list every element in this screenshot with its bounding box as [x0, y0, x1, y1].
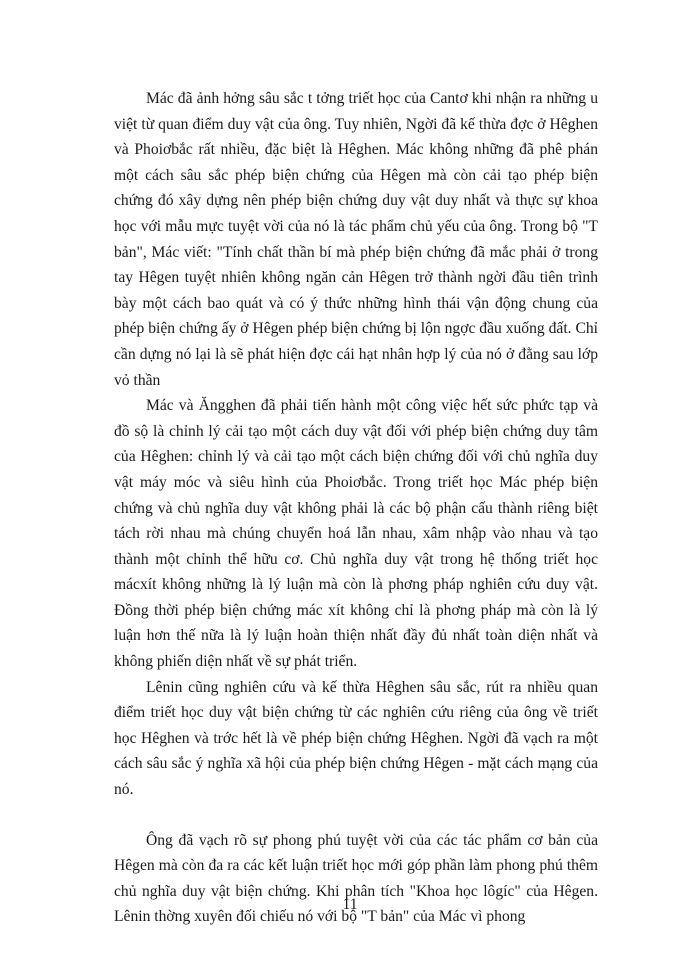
page-number: 11	[342, 896, 358, 913]
paragraph-4: Ông đã vạch rõ sự phong phú tuyệt vời của các tác phẩm cơ bản của Hêgen mà còn đa ra các kết luận triết học mới góp phần làm phong phú thêm chủ nghĩa duy vật biện chứng. Khi phân tích "Khoa học lôgíc" của Hêgen. Lênin thờng xuyên đối chiếu nó với bộ "T bản" của Mác vì phong	[114, 831, 598, 926]
paragraph-2: Mác và Ăngghen đã phải tiến hành một công việc hết sức phức tạp và đồ sộ là chỉnh lý cải tạo một cách duy vật đối với phép biện chứng duy tâm của Hêghen: chỉnh lý và cải tạo một cách biện chứng đối với chủ nghĩa duy vật máy móc và siêu hình của Phoiơbắc. Trong triết học Mác phép biện chứng và chủ nghĩa duy vật không phải là các bộ phận cấu thành riêng biệt tách rời nhau mà chúng chuyển hoá lẫn nhau, xâm nhập vào nhau và tạo thành một chỉnh thể hữu cơ. Chủ nghĩa duy vật trong hệ thống triết học mácxít không những là lý luận mà còn là phơng pháp nghiên cứu duy vật. Đồng thời phép biện chứng mác xít không chỉ là phơng pháp mà còn là lý luận hơn thế nữa là lý luận hoàn thiện nhất đầy đủ nhất toàn diện nhất và không phiến diện nhất về sự phát triển.	[114, 397, 598, 671]
paragraph-3: Lênin cũng nghiên cứu và kế thừa Hêghen sâu sắc, rút ra nhiều quan điểm triết học duy vật biện chứng từ các nghiên cứu riêng của ông về triết học Hêghen và trớc hết là về phép biện chứng Hêghen. Ngời đã vạch ra một cách sâu sắc ý nghĩa xã hội của phép biện chứng Hêgen - mặt cách mạng của nó.	[114, 678, 598, 799]
document-body	[114, 86, 598, 930]
paragraph-1: Mác đã ảnh hởng sâu sắc t tởng triết học của Cantơ khi nhận ra những u việt từ quan điểm duy vật của ông. Tuy nhiên, Ngời đã kế thừa đợc ở Hêghen và Phoiơbắc rất nhiều, đặc biệt là Hêghen. Mác không những đã phê phán một cách sâu sắc phép biện chứng của Hêgen mà còn cải tạo phép biện chứng đó xây dựng nên phép biện chứng duy vật duy nhất và thực sự khoa học với mẫu mực tuyệt vời của nó là tác phẩm chủ yếu của ông. Trong bộ "T bản", Mác viết: "Tính chất thần bí mà phép biện chứng đã mắc phải ở trong tay Hêgen tuyệt nhiên không ngăn cản Hêgen trở thành ngời đầu tiên trình bày một cách bao quát và có ý thức những hình thái vận động chung của phép biện chứng ấy ở Hêgen phép biện chứng bị lộn ngợc đầu xuống đất. Chỉ cần dựng nó lại là sẽ phát hiện đợc cái hạt nhân hợp lý của nó ở đằng sau lớp vỏ thần	[114, 90, 598, 389]
